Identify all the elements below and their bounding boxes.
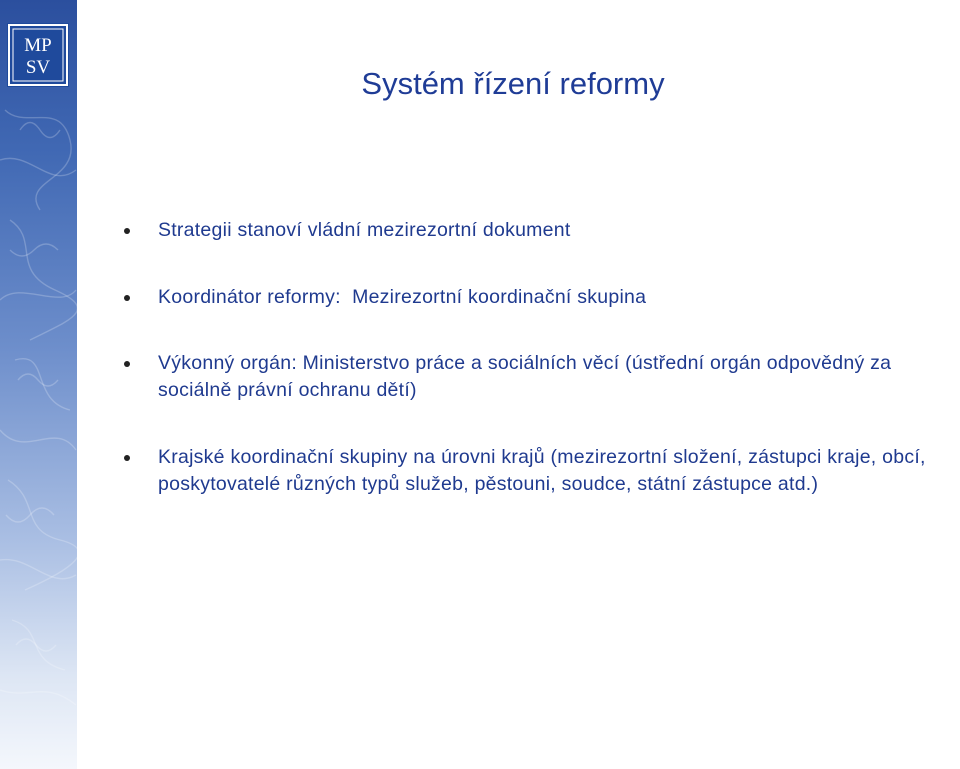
bullet-dot-icon xyxy=(124,295,130,301)
mpsv-logo xyxy=(8,24,68,86)
logo-line-1: MP xyxy=(24,35,52,56)
bullet-item xyxy=(124,444,954,498)
bullet-text: Koordinátor reformy: Mezirezortní koordinační skupina xyxy=(158,286,647,308)
bullet-dot-icon xyxy=(124,455,130,461)
bullet-dot-icon xyxy=(124,228,130,234)
bullet-item xyxy=(124,350,954,404)
bullet-text: Výkonný orgán: Ministerstvo práce a sociálních věcí (ústřední orgán odpovědný za sociálně právní ochranu dětí) xyxy=(158,352,892,401)
decorative-side-band xyxy=(0,0,77,769)
bullet-item xyxy=(124,284,954,311)
bullet-text: Strategii stanoví vládní mezirezortní dokument xyxy=(158,219,571,241)
bullet-item xyxy=(124,217,954,244)
bullet-dot-icon xyxy=(124,361,130,367)
logo-line-2: SV xyxy=(25,57,51,78)
bullet-text: Krajské koordinační skupiny na úrovni krajů (mezirezortní složení, zástupci kraje, obcí, poskytovatelé různých typů služeb, pěstouni, soudce, státní zástupce atd.) xyxy=(158,446,926,495)
mpsv-logo-icon xyxy=(10,26,66,84)
scribble-pattern xyxy=(0,0,77,769)
slide-title: Systém řízení reformy xyxy=(361,66,665,101)
